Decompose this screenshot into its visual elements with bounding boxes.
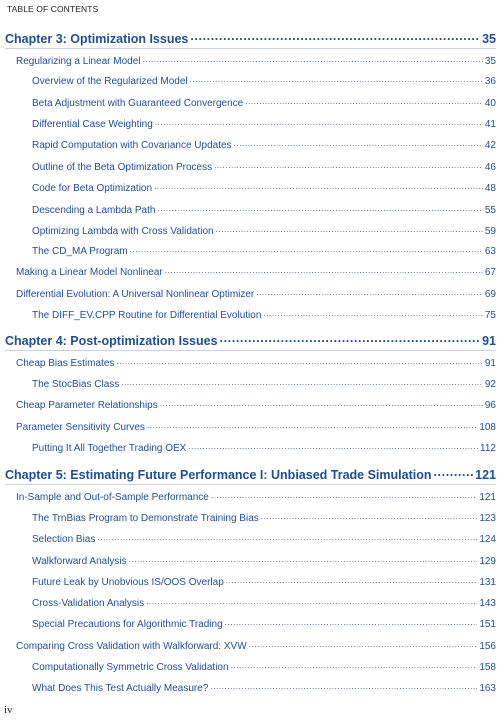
toc-entry-page-number: 42 (484, 140, 496, 151)
toc-entry-page-number: 40 (484, 98, 496, 109)
toc-entry-page-number: 158 (479, 662, 496, 673)
toc-subsection-entry[interactable] (32, 681, 496, 694)
toc-entry-page-number: 151 (479, 619, 496, 630)
toc-subsection-entry[interactable] (32, 181, 496, 194)
toc-entry-page-number: 163 (479, 683, 496, 694)
chapter-divider (5, 484, 496, 485)
toc-subsection-entry[interactable] (32, 532, 496, 545)
toc-subsection-entry[interactable] (32, 441, 496, 454)
toc-entry-page-number: 48 (484, 183, 496, 194)
toc-entry-title: The CD_MA Program (32, 246, 128, 257)
dot-leader (97, 532, 477, 542)
toc-entry-title: In-Sample and Out-of-Sample Performance (16, 492, 209, 503)
dot-leader (220, 332, 481, 345)
toc-section-entry[interactable] (16, 490, 496, 503)
toc-entry-title: Beta Adjustment with Guaranteed Convergence (32, 98, 244, 109)
dot-leader (143, 54, 483, 64)
toc-entry-title: Comparing Cross Validation with Walkforward: XVW (16, 641, 247, 652)
toc-subsection-entry[interactable] (32, 203, 496, 216)
toc-entry-title: Outline of the Beta Optimization Process (32, 162, 213, 173)
toc-chapter-entry[interactable] (5, 466, 496, 482)
toc-entry-title: Cheap Bias Estimates (16, 358, 115, 369)
toc-chapter-entry[interactable] (5, 30, 496, 46)
toc-section-entry[interactable] (16, 265, 496, 278)
toc-entry-page-number: 92 (484, 379, 496, 390)
toc-subsection-entry[interactable] (32, 575, 496, 588)
toc-entry-title: Optimizing Lambda with Cross Validation (32, 226, 214, 237)
toc-entry-title: Regularizing a Linear Model (16, 56, 141, 67)
toc-entry-title: Chapter 5: Estimating Future Performance I: Unbiased Trade Simulation (5, 467, 432, 482)
toc-subsection-entry[interactable] (32, 160, 496, 173)
toc-entry-page-number: 108 (479, 422, 496, 433)
toc-section-entry[interactable] (16, 420, 496, 433)
dot-leader (214, 160, 483, 170)
toc-subsection-entry[interactable] (32, 308, 496, 321)
dot-leader (433, 466, 473, 479)
toc-entry-page-number: 129 (479, 556, 496, 567)
dot-leader (225, 617, 478, 627)
dot-leader (256, 287, 483, 297)
toc-subsection-entry[interactable] (32, 617, 496, 630)
toc-entry-page-number: 36 (484, 76, 496, 87)
dot-leader (157, 203, 482, 213)
toc-entry-page-number: 96 (484, 400, 496, 411)
toc-subsection-entry[interactable] (32, 511, 496, 524)
dot-leader (165, 265, 483, 275)
toc-entry-page-number: 55 (484, 205, 496, 216)
toc-entry-page-number: 41 (484, 119, 496, 130)
dot-leader (226, 575, 478, 585)
dot-leader (263, 308, 483, 318)
toc-entry-page-number: 75 (484, 310, 496, 321)
dot-leader (146, 596, 477, 606)
dot-leader (154, 181, 483, 191)
toc-entry-page-number: 46 (484, 162, 496, 173)
toc-entry-page-number: 59 (484, 226, 496, 237)
toc-entry-title: Overview of the Regularized Model (32, 76, 188, 87)
page-header: TABLE OF CONTENTS (7, 4, 99, 14)
toc-entry-title: Descending a Lambda Path (32, 205, 156, 216)
dot-leader (249, 639, 478, 649)
toc-entry-title: Putting It All Together Trading OEX (32, 443, 187, 454)
toc-entry-title: The StocBias Class (32, 379, 120, 390)
toc-subsection-entry[interactable] (32, 596, 496, 609)
toc-entry-page-number: 124 (479, 534, 496, 545)
dot-leader (190, 30, 480, 43)
toc-entry-title: Chapter 3: Optimization Issues (5, 31, 189, 46)
toc-subsection-entry[interactable] (32, 554, 496, 567)
dot-leader (160, 398, 483, 408)
dot-leader (130, 244, 483, 254)
toc-entry-title: Special Precautions for Algorithmic Trading (32, 619, 223, 630)
toc-entry-title: Cheap Parameter Relationships (16, 400, 158, 411)
toc-entry-page-number: 121 (475, 467, 496, 482)
toc-entry-page-number: 131 (479, 577, 496, 588)
toc-entry-page-number: 112 (480, 443, 496, 454)
dot-leader (211, 490, 477, 500)
dot-leader (116, 356, 482, 366)
dot-leader (121, 377, 483, 387)
toc-entry-page-number: 91 (484, 358, 496, 369)
toc-chapter-entry[interactable] (5, 332, 496, 348)
toc-entry-page-number: 69 (484, 289, 496, 300)
toc-entry-title: Selection Bias (32, 534, 96, 545)
dot-leader (261, 511, 478, 521)
toc-entry-title: What Does This Test Actually Measure? (32, 683, 209, 694)
toc-entry-title: The DIFF_EV.CPP Routine for Differential Evolution (32, 310, 262, 321)
toc-subsection-entry[interactable] (32, 96, 496, 109)
dot-leader (155, 117, 483, 127)
dot-leader (234, 138, 483, 148)
toc-entry-title: Making a Linear Model Nonlinear (16, 267, 163, 278)
toc-entry-title: Code for Beta Optimization (32, 183, 153, 194)
toc-subsection-entry[interactable] (32, 74, 496, 87)
dot-leader (129, 554, 478, 564)
toc-entry-title: Rapid Computation with Covariance Updates (32, 140, 232, 151)
toc-entry-page-number: 35 (482, 31, 496, 46)
toc-subsection-entry[interactable] (32, 138, 496, 151)
toc-subsection-entry[interactable] (32, 117, 496, 130)
toc-entry-page-number: 63 (484, 246, 496, 257)
toc-entry-page-number: 156 (479, 641, 496, 652)
toc-subsection-entry[interactable] (32, 377, 496, 390)
toc-subsection-entry[interactable] (32, 660, 496, 673)
dot-leader (147, 420, 477, 430)
toc-entry-title: Cross-Validation Analysis (32, 598, 145, 609)
dot-leader (188, 441, 478, 451)
toc-entry-title: Walkforward Analysis (32, 556, 127, 567)
toc-entry-page-number: 143 (479, 598, 496, 609)
toc-subsection-entry[interactable] (32, 224, 496, 237)
toc-entry-title: Computationally Symmetric Cross Validation (32, 662, 229, 673)
toc-section-entry[interactable] (16, 54, 496, 67)
toc-entry-page-number: 67 (484, 267, 496, 278)
dot-leader (210, 681, 477, 691)
toc-entry-title: Differential Evolution: A Universal Nonlinear Optimizer (16, 289, 255, 300)
chapter-divider (5, 48, 496, 49)
chapter-divider (5, 350, 496, 351)
toc-entry-title: Parameter Sensitivity Curves (16, 422, 145, 433)
toc-entry-page-number: 123 (479, 513, 496, 524)
toc-entry-title: Differential Case Weighting (32, 119, 153, 130)
toc-section-entry[interactable] (16, 398, 496, 411)
toc-entry-page-number: 35 (484, 56, 496, 67)
dot-leader (216, 224, 483, 234)
toc-section-entry[interactable] (16, 639, 496, 652)
dot-leader (245, 96, 483, 106)
toc-entry-page-number: 121 (479, 492, 496, 503)
toc-section-entry[interactable] (16, 287, 496, 300)
dot-leader (190, 74, 483, 84)
toc-entry-title: The TrnBias Program to Demonstrate Training Bias (32, 513, 259, 524)
toc-subsection-entry[interactable] (32, 244, 496, 257)
page-number-footer: iv (4, 704, 13, 716)
dot-leader (231, 660, 478, 670)
toc-entry-title: Chapter 4: Post-optimization Issues (5, 333, 218, 348)
toc-section-entry[interactable] (16, 356, 496, 369)
toc-entry-page-number: 91 (482, 333, 496, 348)
toc-entry-title: Future Leak by Unobvious IS/OOS Overlap (32, 577, 224, 588)
